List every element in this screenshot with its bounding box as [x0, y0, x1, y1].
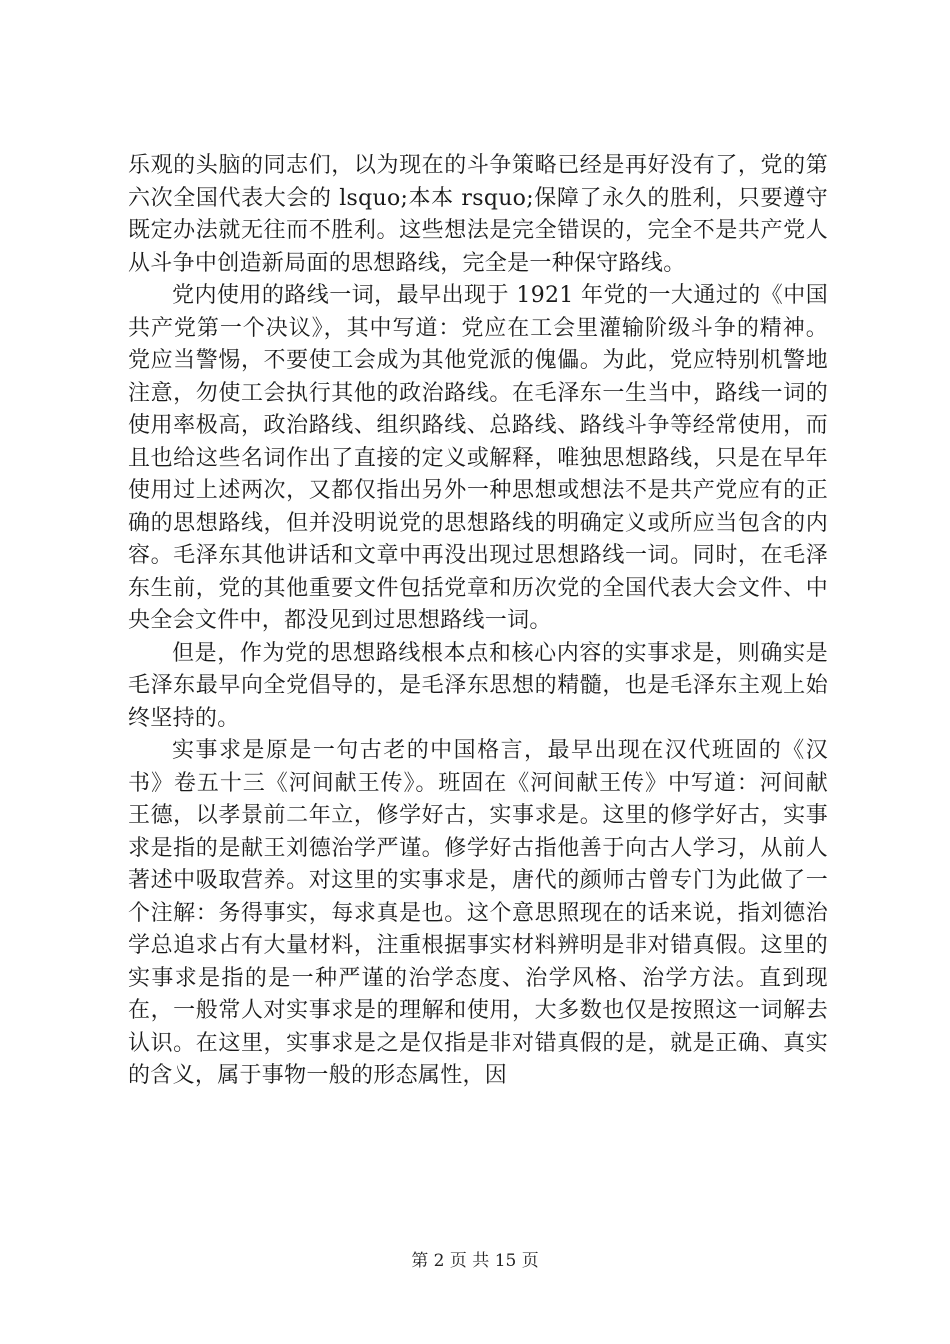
page-number-footer: 第 2 页 共 15 页 — [411, 1251, 539, 1271]
page-body — [128, 150, 828, 1093]
paragraph-4: 实事求是原是一句古老的中国格言，最早出现在汉代班固的《汉书》卷五十三《河间献王传》。班固在《河间献王传》中写道：河间献王德，以孝景前二年立，修学好古，实事求是。这里的修学好古，实事求是指的是献王刘德治学严谨。修学好古指他善于向古人学习，从前人著述中吸取营养。对这里的实事求是，唐代的颜师古曾专门为此做了一个注解：务得事实，每求真是也。这个意思照现在的话来说，指刘德治学总追求占有大量材料，注重根据事实材料辨明是非对错真假。这里的实事求是指的是一种严谨的治学态度、治学风格、治学方法。直到现在，一般常人对实事求是的理解和使用，大多数也仅是按照这一词解去认识。在这里，实事求是之是仅指是非对错真假的是，就是正确、真实的含义，属于事物一般的形态属性，因 — [128, 738, 828, 1088]
paragraph-1: 乐观的头脑的同志们，以为现在的斗争策略已经是再好没有了，党的第六次全国代表大会的 lsquo;本本 rsquo;保障了永久的胜利，只要遵守既定办法就无往而不胜利。这些想法是完全错误的，完全不是共产党人从斗争中创造新局面的思想路线，完全是一种保守路线。 — [128, 153, 828, 276]
paragraph-3: 但是，作为党的思想路线根本点和核心内容的实事求是，则确实是毛泽东最早向全党倡导的，是毛泽东思想的精髓，也是毛泽东主观上始终坚持的。 — [128, 640, 828, 731]
paragraph-2: 党内使用的路线一词，最早出现于 1921 年党的一大通过的《中国共产党第一个决议》，其中写道：党应在工会里灌输阶级斗争的精神。党应当警惕，不要使工会成为其他党派的傀儡。为此，党应特别机警地注意，勿使工会执行其他的政治路线。在毛泽东一生当中，路线一词的使用率极高，政治路线、组织路线、总路线、路线斗争等经常使用，而且也给这些名词作出了直接的定义或解释，唯独思想路线，只是在早年使用过上述两次，又都仅指出另外一种思想或想法不是共产党应有的正确的思想路线，但并没明说党的思想路线的明确定义或所应当包含的内容。毛泽东其他讲话和文章中再没出现过思想路线一词。同时，在毛泽东生前，党的其他重要文件包括党章和历次党的全国代表大会文件、中央全会文件中，都没见到过思想路线一词。 — [128, 283, 828, 633]
